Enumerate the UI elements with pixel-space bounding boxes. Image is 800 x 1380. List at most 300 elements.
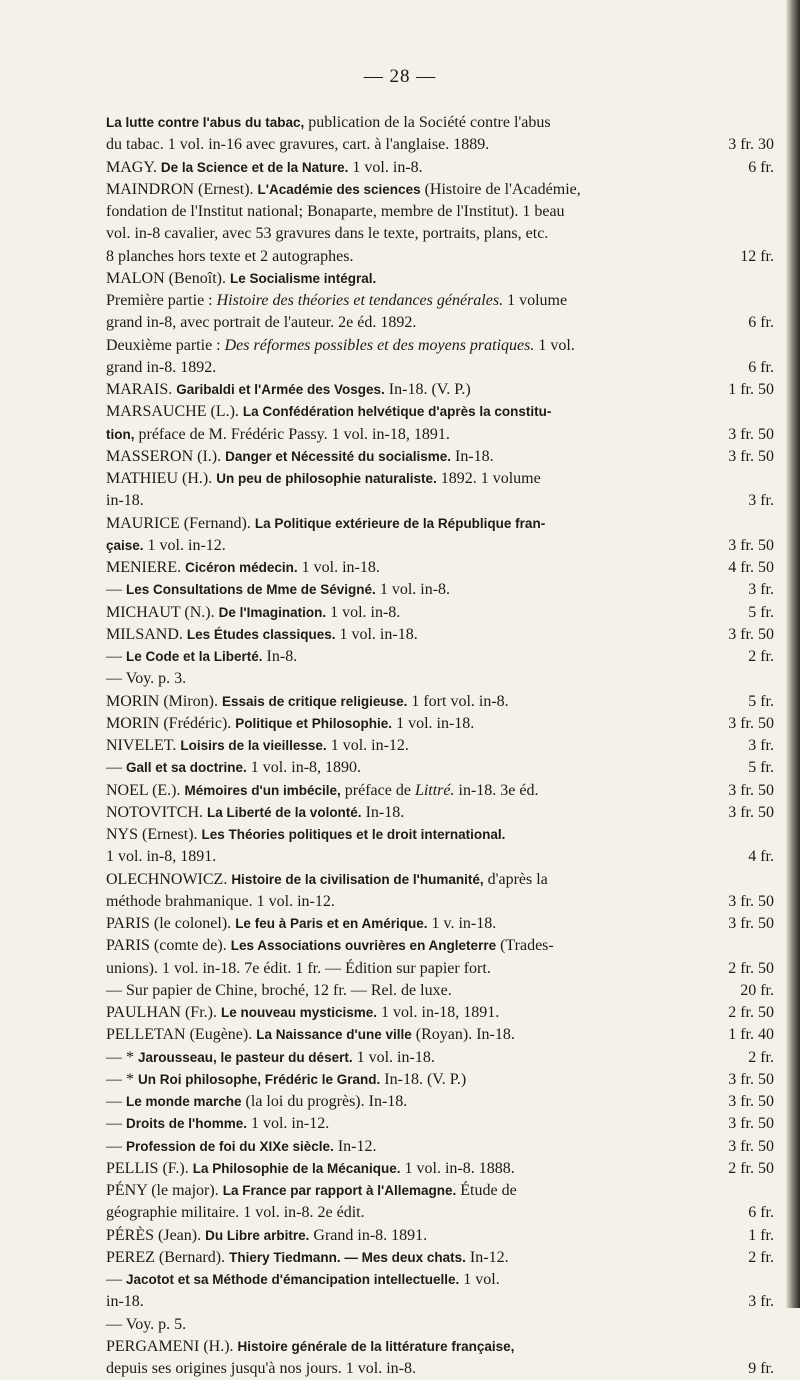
entry-text: 1 vol. in-12.	[326, 737, 409, 754]
entry-title: Jacotot et sa Méthode d'émancipation intellectuelle.	[126, 1272, 460, 1287]
entry-text: 1 vol. in-18, 1891.	[377, 1004, 500, 1021]
entry-text: 1 vol.	[459, 1271, 500, 1288]
entry-price: 3 fr. 50	[728, 536, 774, 554]
entry-line-text	[106, 980, 452, 1002]
entry-author: —	[106, 648, 126, 665]
entry-line	[106, 290, 774, 312]
entry-line-text	[106, 312, 416, 334]
entry-line-text	[106, 780, 538, 802]
entry-author: MAURICE (Fernand).	[106, 514, 255, 532]
catalog-entry	[106, 624, 774, 646]
entry-price: 2 fr. 50	[728, 1159, 774, 1177]
entry-line-text	[106, 935, 554, 957]
entry-text: (Histoire de l'Académie,	[420, 180, 581, 198]
entry-author: NOEL (E.).	[106, 781, 185, 799]
catalog-entry	[106, 869, 774, 914]
entry-text: 1 vol. in-18.	[297, 559, 380, 576]
entry-price: 1 fr. 50	[728, 381, 774, 398]
entry-text: (Trades-	[496, 937, 554, 955]
entry-line-text	[106, 846, 216, 868]
catalog-entry	[106, 602, 774, 624]
entry-text: 1 vol. in-18.	[392, 714, 475, 732]
entry-author: —	[106, 1093, 126, 1110]
entry-price: 2 fr.	[748, 1248, 774, 1266]
entry-title: Un peu de philosophie naturaliste.	[216, 471, 437, 486]
entry-title: La Politique extérieure de la République fran-	[254, 515, 546, 531]
entry-line	[106, 312, 774, 334]
entry-author: —	[106, 1137, 126, 1155]
catalog-entry	[106, 1047, 774, 1069]
entry-author: PARIS (comte de).	[106, 937, 231, 955]
entry-author: OLECHNOWICZ.	[106, 870, 232, 888]
entry-line	[106, 1180, 774, 1202]
entry-author: PAULHAN (Fr.).	[106, 1004, 221, 1021]
entry-line	[106, 1291, 774, 1313]
entry-text: 1 vol. in-12.	[246, 1115, 330, 1133]
entry-title: Cicéron médecin.	[185, 560, 298, 575]
entry-price: 20 fr.	[740, 981, 774, 999]
entry-price: 2 fr. 50	[728, 959, 774, 977]
entry-author: MASSERON (I.).	[106, 447, 226, 465]
entry-line-text	[106, 1136, 376, 1158]
entry-text: 8 planches hors texte et 2 autographes.	[106, 247, 354, 265]
entry-line	[106, 1047, 774, 1069]
catalog-entry	[106, 1091, 774, 1113]
entry-price: 3 fr.	[748, 581, 774, 599]
entry-line-text	[106, 602, 400, 624]
entry-text: grand in-8, avec portrait de l'auteur. 2e éd. 1892.	[106, 314, 417, 332]
entry-line	[106, 1202, 774, 1224]
page-binding-edge	[786, 0, 800, 1308]
entry-title: L'Académie des sciences	[257, 181, 421, 197]
entry-text: 1 fort vol. in-8.	[407, 692, 509, 710]
entry-price: 3 fr. 50	[728, 447, 774, 465]
entry-line-text	[106, 201, 565, 223]
entry-line-text	[106, 1247, 509, 1269]
entry-line	[106, 1225, 774, 1247]
entry-line-text	[106, 490, 144, 512]
entry-price: 3 fr. 50	[728, 803, 774, 821]
catalog-entry	[106, 757, 774, 779]
entry-title: Du Libre arbitre.	[205, 1227, 310, 1243]
entry-price: 3 fr. 50	[728, 425, 774, 443]
entry-title: Garibaldi et l'Armée des Vosges.	[176, 382, 385, 397]
entry-author: PERGAMENI (H.).	[106, 1337, 238, 1355]
entry-line-text	[106, 713, 474, 735]
entry-line-text	[106, 1225, 427, 1247]
entry-title: Danger et Nécessité du socialisme.	[225, 448, 451, 464]
entry-title: Le feu à Paris et en Amérique.	[235, 916, 428, 931]
entry-line-text	[106, 869, 548, 891]
entry-line-text	[106, 513, 545, 535]
entry-price: 2 fr.	[748, 1048, 774, 1066]
entry-text: In-18.	[450, 447, 494, 465]
entry-line-text	[106, 290, 567, 312]
catalog-entry	[106, 668, 774, 690]
entry-text: Grand in-8. 1891.	[309, 1226, 428, 1244]
entry-text: vol. in-8 cavalier, avec 53 gravures dans le texte, portraits, plans, etc.	[106, 225, 549, 243]
catalog-entry	[106, 579, 774, 601]
entry-line	[106, 1269, 774, 1291]
entry-line	[106, 201, 774, 223]
entry-price: 3 fr. 50	[728, 714, 774, 732]
entry-line	[106, 691, 774, 713]
entry-line	[106, 1069, 774, 1091]
entry-text: fondation de l'Institut national; Bonaparte, membre de l'Institut). 1 beau	[106, 203, 565, 220]
entry-line-text	[106, 891, 335, 913]
catalog-entry	[106, 691, 774, 713]
entry-line-text	[106, 1202, 365, 1224]
entry-price: 6 fr.	[748, 1204, 774, 1222]
entry-author: NIVELET.	[106, 737, 181, 754]
entry-price: 12 fr.	[740, 247, 774, 265]
entry-title: La France par rapport à l'Allemagne.	[222, 1183, 457, 1198]
catalog-entry	[106, 401, 774, 446]
entry-text: In-12.	[333, 1137, 377, 1155]
catalog-entry	[106, 1158, 774, 1180]
entry-price: 4 fr. 50	[728, 559, 774, 576]
entry-line-text	[106, 112, 551, 134]
entry-line-text	[106, 1002, 499, 1024]
entry-text: In-18. (V. P.)	[384, 381, 471, 398]
entry-title: De la Science et de la Nature.	[160, 159, 349, 175]
entry-text: 1 vol. in-18.	[335, 625, 418, 643]
entry-text: 1892. 1 volume	[436, 470, 541, 487]
catalog-entries	[106, 112, 774, 1380]
entry-line-text	[106, 357, 216, 379]
catalog-entry	[106, 824, 774, 869]
entry-text: in-18.	[106, 1293, 144, 1311]
entry-line-text	[106, 646, 297, 668]
entry-line-text	[106, 1336, 514, 1358]
entry-text: In-18. (V. P.)	[380, 1070, 467, 1088]
entry-title: Un Roi philosophe, Frédéric le Grand.	[138, 1071, 381, 1087]
entry-author: PEREZ (Bernard).	[106, 1248, 230, 1266]
entry-line	[106, 602, 774, 624]
entry-text: 1 vol. in-8, 1890.	[246, 759, 362, 777]
entry-text: 1 vol. in-8. 1888.	[400, 1159, 515, 1177]
entry-line	[106, 846, 774, 868]
entry-text: d'après la	[483, 870, 548, 888]
entry-price: 3 fr.	[748, 1293, 774, 1311]
entry-title: Les Études classiques.	[186, 626, 336, 642]
catalog-entry	[106, 557, 774, 579]
entry-author: —	[106, 581, 126, 599]
catalog-entry	[106, 735, 774, 757]
entry-title: Thiery Tiedmann. — Mes deux chats.	[229, 1249, 466, 1265]
entry-title: Jarousseau, le pasteur du désert.	[138, 1049, 353, 1065]
entry-author: —	[106, 1271, 126, 1288]
entry-text: géographie militaire. 1 vol. in-8. 2e édit.	[106, 1204, 365, 1222]
entry-price: 2 fr.	[748, 648, 774, 665]
entry-line	[106, 134, 774, 156]
entry-title: La lutte contre l'abus du tabac,	[106, 115, 305, 130]
entry-author: NOTOVITCH.	[106, 803, 208, 821]
entry-line	[106, 980, 774, 1002]
entry-line-text	[106, 958, 491, 980]
entry-line	[106, 357, 774, 379]
entry-line-text	[106, 424, 450, 446]
entry-price: 4 fr.	[748, 848, 774, 866]
entry-price: 5 fr.	[748, 692, 774, 710]
catalog-entry	[106, 513, 774, 558]
entry-author: PELLIS (F.).	[106, 1159, 193, 1177]
entry-title: Essais de critique religieuse.	[222, 693, 408, 709]
entry-line-text	[106, 246, 353, 268]
entry-line-text	[106, 1269, 500, 1291]
entry-line-text	[106, 335, 575, 357]
entry-price: 3 fr. 50	[728, 1093, 774, 1110]
catalog-entry	[106, 268, 774, 379]
entry-line-text	[106, 1069, 466, 1091]
entry-title: De l'Imagination.	[218, 604, 327, 620]
entry-line	[106, 379, 774, 401]
entry-author: MICHAUT (N.).	[106, 603, 219, 621]
entry-line	[106, 401, 774, 423]
entry-title: Droits de l'homme.	[126, 1116, 247, 1132]
entry-author: MARAIS.	[106, 381, 177, 398]
entry-title: La Philosophie de la Mécanique.	[192, 1160, 401, 1176]
entry-line	[106, 335, 774, 357]
entry-line	[106, 268, 774, 290]
catalog-entry	[106, 112, 774, 157]
entry-line-text	[106, 802, 404, 824]
entry-price: 3 fr. 50	[728, 781, 774, 799]
entry-text: in-18.	[106, 492, 144, 510]
entry-line-text	[106, 668, 186, 690]
entry-author: MALON (Benoît).	[106, 269, 230, 287]
catalog-entry	[106, 1180, 774, 1225]
entry-text: 1 v. in-18.	[427, 915, 497, 932]
entry-line-text	[106, 1158, 515, 1180]
catalog-entry	[106, 1269, 774, 1314]
entry-title: Le Socialisme intégral.	[229, 270, 377, 286]
entry-line-text	[106, 268, 376, 290]
catalog-entry	[106, 179, 774, 268]
entry-text: 1 vol. in-12.	[143, 536, 226, 554]
catalog-entry	[106, 446, 774, 468]
page-number: — 28 —	[363, 66, 437, 87]
entry-line	[106, 513, 774, 535]
entry-line	[106, 1136, 774, 1158]
entry-price: 6 fr.	[748, 158, 774, 176]
entry-author: MORIN (Frédéric).	[106, 714, 236, 732]
entry-title: Le monde marche	[126, 1094, 242, 1109]
entry-title: La Confédération helvétique d'après la constitu-	[242, 404, 552, 420]
entry-line-text	[106, 134, 489, 156]
entry-price: 3 fr. 50	[728, 1137, 774, 1155]
catalog-entry	[106, 1136, 774, 1158]
entry-title: Les Consultations de Mme de Sévigné.	[126, 582, 376, 598]
entry-price: 3 fr. 50	[728, 915, 774, 932]
entry-text: méthode brahmanique. 1 vol. in-12.	[106, 892, 335, 910]
entry-line-text	[106, 1291, 144, 1313]
entry-line-text	[106, 468, 541, 490]
entry-line	[106, 246, 774, 268]
entry-line-text	[106, 757, 361, 779]
entry-line-text	[106, 1180, 517, 1202]
entry-line	[106, 157, 774, 179]
entry-line	[106, 869, 774, 891]
entry-author: — *	[106, 1048, 138, 1066]
entry-text2: 1 vol.	[534, 336, 575, 354]
entry-price: 3 fr. 50	[728, 1115, 774, 1133]
entry-text: préface de	[340, 781, 415, 799]
entry-title: La Liberté de la volonté.	[207, 804, 362, 820]
entry-line	[106, 1002, 774, 1024]
entry-author: —	[106, 1115, 126, 1133]
entry-line	[106, 1358, 774, 1380]
entry-line-text	[106, 157, 423, 179]
catalog-entry	[106, 1024, 774, 1046]
entry-line	[106, 935, 774, 957]
entry-line	[106, 223, 774, 245]
entry-price: 5 fr.	[748, 759, 774, 777]
catalog-entry	[106, 1314, 774, 1336]
entry-author: PÉNY (le major).	[106, 1182, 223, 1199]
entry-author: MARSAUCHE (L.).	[106, 403, 243, 421]
entry-author: — *	[106, 1070, 138, 1088]
entry-line	[106, 490, 774, 512]
entry-line	[106, 1158, 774, 1180]
entry-line	[106, 579, 774, 601]
entry-author: PÉRÈS (Jean).	[106, 1226, 206, 1244]
entry-author: MAINDRON (Ernest).	[106, 180, 258, 198]
entry-text: grand in-8. 1892.	[106, 358, 217, 376]
entry-line	[106, 668, 774, 690]
entry-author: MENIERE.	[106, 559, 186, 576]
entry-text: — Voy. p. 5.	[106, 1315, 187, 1333]
entry-line	[106, 1247, 774, 1269]
entry-text: 1 vol. in-8.	[375, 581, 451, 599]
entry-text: unions). 1 vol. in-18. 7e édit. 1 fr. — Édition sur papier fort.	[106, 959, 491, 977]
entry-text: publication de la Société contre l'abus	[304, 114, 551, 131]
entry-text: — Sur papier de Chine, broché, 12 fr. — Rel. de luxe.	[106, 981, 452, 999]
entry-line	[106, 624, 774, 646]
entry-line-text	[106, 179, 581, 201]
entry-price: 3 fr.	[748, 492, 774, 510]
entry-line-text	[106, 579, 450, 601]
entry-title: Histoire de la civilisation de l'humanité,	[231, 871, 484, 887]
entry-line	[106, 824, 774, 846]
catalog-entry	[106, 1247, 774, 1269]
entry-line-text	[106, 1113, 329, 1135]
entry-title: Politique et Philosophie.	[235, 715, 393, 731]
entry-line-text	[106, 691, 509, 713]
entry-line	[106, 112, 774, 134]
entry-line	[106, 913, 774, 935]
entry-price: 5 fr.	[748, 603, 774, 621]
entry-price: 6 fr.	[748, 358, 774, 376]
entry-line-text	[106, 446, 494, 468]
entry-line-text	[106, 624, 418, 646]
entry-title: La Naissance d'une ville	[256, 1027, 412, 1043]
entry-line	[106, 535, 774, 557]
catalog-entry	[106, 1113, 774, 1135]
entry-line-text	[106, 1358, 416, 1380]
catalog-entry	[106, 379, 774, 401]
entry-line-text	[106, 735, 409, 757]
catalog-entry	[106, 468, 774, 513]
entry-title: Loisirs de la vieillesse.	[180, 738, 327, 753]
entry-text: Deuxième partie :	[106, 336, 225, 354]
catalog-entry	[106, 780, 774, 802]
entry-line-text	[106, 1047, 435, 1069]
entry-text2: in-18. 3e éd.	[454, 781, 539, 799]
catalog-entry	[106, 1069, 774, 1091]
entry-line	[106, 735, 774, 757]
entry-author: MILSAND.	[106, 625, 187, 643]
catalog-entry	[106, 1336, 774, 1380]
entry-line-text	[106, 1314, 186, 1336]
catalog-entry	[106, 1002, 774, 1024]
entry-line	[106, 557, 774, 579]
entry-line	[106, 646, 774, 668]
entry-title: çaise.	[106, 537, 144, 553]
entry-line	[106, 468, 774, 490]
entry-author: MAGY.	[106, 158, 161, 176]
entry-line-text	[106, 1024, 515, 1046]
entry-text: Étude de	[456, 1182, 517, 1199]
entry-line-text	[106, 824, 505, 846]
entry-price: 9 fr.	[748, 1360, 774, 1377]
entry-line-text	[106, 379, 471, 401]
entry-line	[106, 446, 774, 468]
entry-italic: Des réformes possibles et des moyens pratiques.	[224, 336, 535, 354]
catalog-entry	[106, 913, 774, 935]
entry-line	[106, 713, 774, 735]
entry-title: Gall et sa doctrine.	[126, 760, 247, 776]
entry-title: Les Associations ouvrières en Angleterre	[230, 938, 497, 954]
entry-title: tion,	[106, 426, 135, 442]
entry-text2: 1 volume	[503, 292, 568, 309]
entry-author: MATHIEU (H.).	[106, 470, 217, 487]
entry-text: — Voy. p. 3.	[106, 670, 187, 688]
entry-author: —	[106, 759, 126, 777]
entry-text: In-8.	[262, 648, 298, 665]
entry-text: 1 vol. in-18.	[352, 1048, 435, 1066]
entry-price: 1 fr. 40	[728, 1026, 774, 1044]
entry-price: 3 fr.	[748, 737, 774, 754]
entry-author: NYS (Ernest).	[106, 826, 202, 843]
entry-title: Les Théories politiques et le droit international.	[201, 827, 506, 842]
entry-line-text	[106, 1091, 407, 1113]
entry-title: Mémoires d'un imbécile,	[184, 782, 341, 798]
entry-text: (Royan). In-18.	[411, 1026, 515, 1044]
entry-line	[106, 891, 774, 913]
entry-text: du tabac. 1 vol. in-16 avec gravures, cart. à l'anglaise. 1889.	[106, 136, 490, 154]
entry-text: 1 vol. in-8.	[326, 603, 401, 621]
entry-author: PARIS (le colonel).	[106, 915, 236, 932]
catalog-entry	[106, 802, 774, 824]
entry-text: 1 vol. in-8, 1891.	[106, 848, 217, 866]
entry-price: 3 fr. 50	[728, 625, 774, 643]
entry-line-text	[106, 557, 380, 579]
catalog-entry	[106, 157, 774, 179]
entry-text: depuis ses origines jusqu'à nos jours. 1 vol. in-8.	[106, 1360, 416, 1377]
entry-author: MORIN (Miron).	[106, 692, 222, 710]
entry-line	[106, 1113, 774, 1135]
entry-price: 3 fr. 50	[728, 1070, 774, 1088]
entry-line	[106, 802, 774, 824]
entry-text: préface de M. Frédéric Passy. 1 vol. in-18, 1891.	[134, 425, 450, 443]
entry-title: Histoire générale de la littérature française,	[237, 1338, 515, 1354]
entry-title: Le nouveau mysticisme.	[220, 1005, 378, 1020]
entry-italic: Histoire des théories et tendances générales.	[216, 292, 504, 309]
entry-line	[106, 179, 774, 201]
entry-text: In-18.	[361, 803, 405, 821]
catalog-entry	[106, 935, 774, 1002]
